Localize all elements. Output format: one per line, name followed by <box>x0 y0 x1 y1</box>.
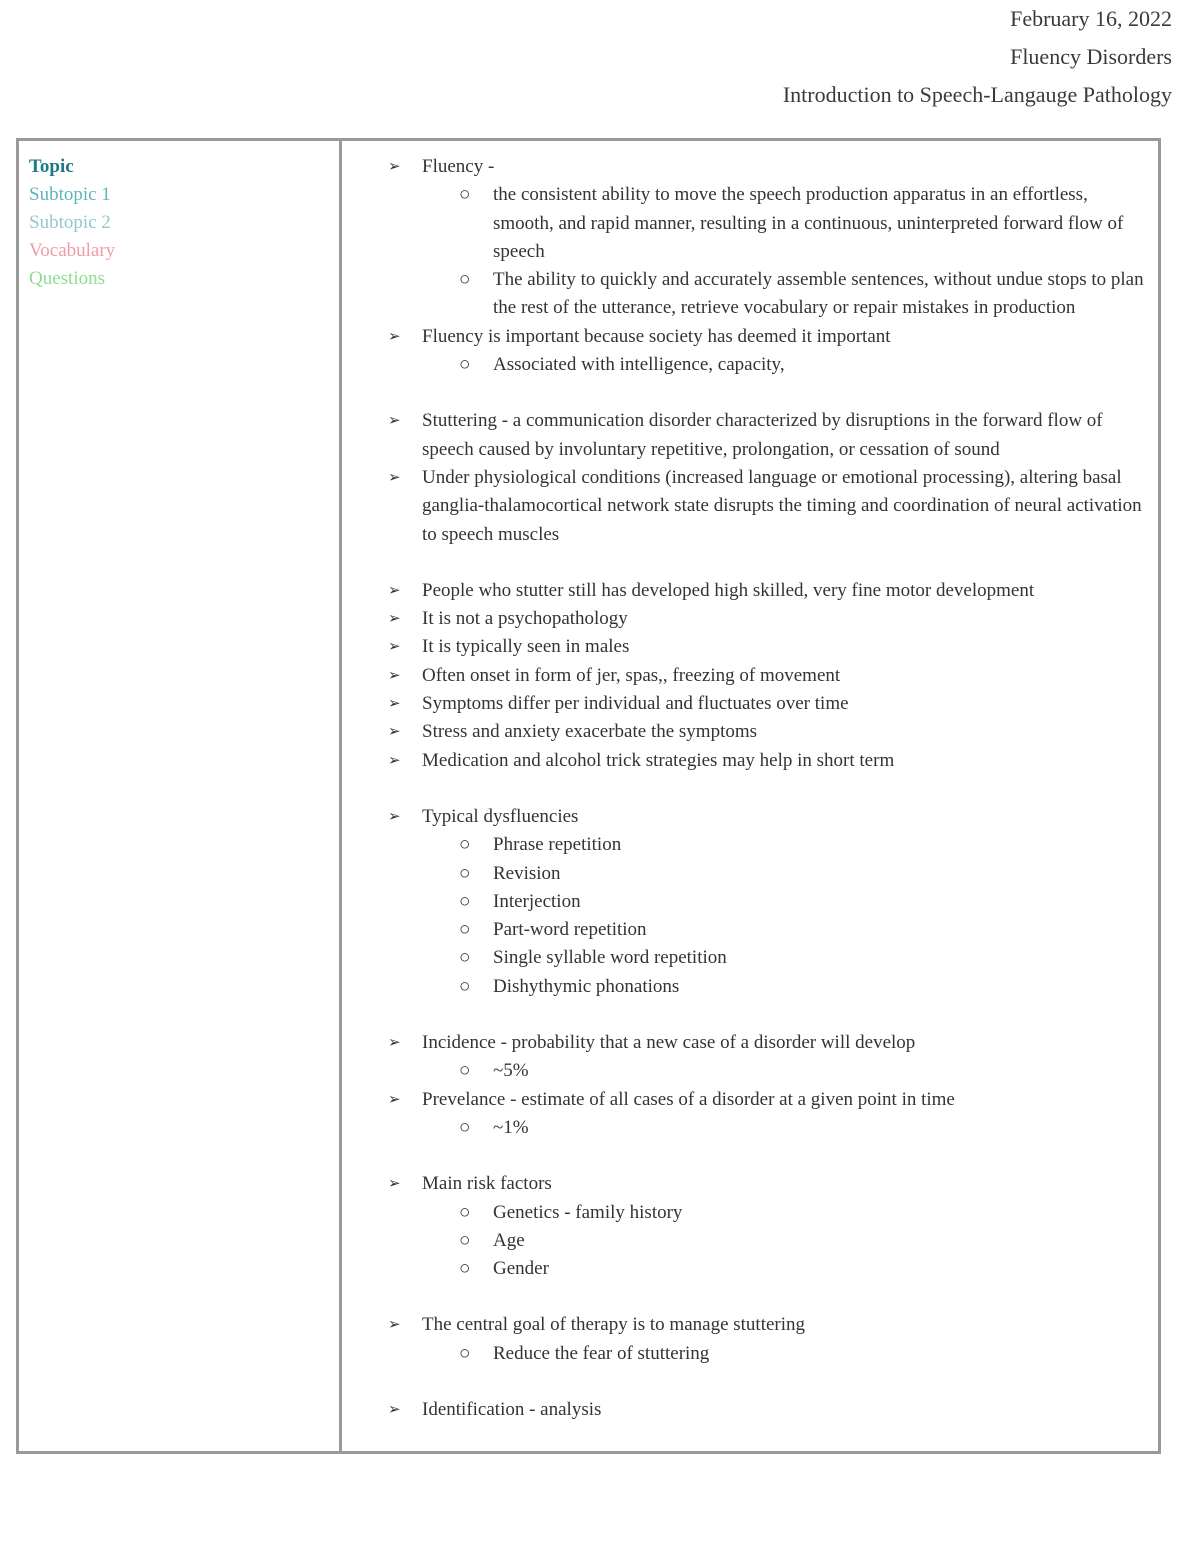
sub-bullet-item <box>342 1255 1144 1283</box>
bullet-item <box>342 803 1144 831</box>
bullet-item <box>342 407 1144 464</box>
note-text: Fluency - <box>422 156 495 177</box>
arrow-bullet-icon: ➢ <box>388 611 401 628</box>
sub-bullet-item <box>342 266 1144 323</box>
bullet-item <box>342 1311 1144 1339</box>
cornell-notes-table <box>16 138 1161 1454</box>
bullet-item <box>342 718 1144 746</box>
note-text: Age <box>493 1229 525 1251</box>
arrow-bullet-icon: ➢ <box>388 667 401 684</box>
arrow-bullet-icon: ➢ <box>388 639 401 656</box>
bullet-item <box>342 1170 1144 1198</box>
arrow-bullet-icon: ➢ <box>388 1317 401 1334</box>
circle-bullet-icon: ○ <box>459 1201 471 1223</box>
note-text: Reduce the fear of stuttering <box>493 1342 710 1364</box>
circle-bullet-icon: ○ <box>459 1060 471 1082</box>
spacer <box>342 1001 1144 1029</box>
note-text: Interjection <box>493 890 581 912</box>
arrow-bullet-icon: ➢ <box>388 1035 401 1052</box>
sub-bullet-item <box>342 181 1144 266</box>
note-text: Stuttering - a communication disorder characterized by disruptions in the forward flow of speech caused by involuntary repetitive, prolongation, or cessation of sound <box>422 410 1103 460</box>
circle-bullet-icon: ○ <box>459 862 471 884</box>
note-text: Fluency is important because society has deemed it important <box>422 325 891 347</box>
arrow-bullet-icon: ➢ <box>388 159 401 175</box>
sub-bullet-item <box>342 1114 1144 1142</box>
page-header <box>783 0 1172 114</box>
arrow-bullet-icon: ➢ <box>388 328 401 345</box>
arrow-bullet-icon: ➢ <box>388 582 401 599</box>
bullet-item <box>342 1086 1144 1114</box>
arrow-bullet-icon: ➢ <box>388 413 401 430</box>
circle-bullet-icon: ○ <box>459 1342 471 1364</box>
arrow-bullet-icon: ➢ <box>388 1091 401 1108</box>
sub-bullet-item <box>342 831 1144 859</box>
note-text: Dishythymic phonations <box>493 975 680 997</box>
note-text: Under physiological conditions (increased language or emotional processing), altering basal ganglia-thalamocortical network state disrupts the timing and coordination of neural activation to speech muscles <box>422 466 1142 545</box>
sub-bullet-item <box>342 351 1144 379</box>
arrow-bullet-icon: ➢ <box>388 808 401 825</box>
note-text: Part-word repetition <box>493 919 647 941</box>
spacer <box>342 549 1144 577</box>
circle-bullet-icon: ○ <box>459 184 471 206</box>
bullet-item <box>342 577 1144 605</box>
bullet-item <box>342 605 1144 633</box>
bullet-item <box>342 1396 1144 1424</box>
legend-questions: Questions <box>29 268 105 289</box>
note-text: Typical dysfluencies <box>422 805 579 827</box>
note-text: Identification - analysis <box>422 1398 602 1420</box>
note-text: Prevelance - estimate of all cases of a disorder at a given point in time <box>422 1088 955 1110</box>
note-text: Main risk factors <box>422 1173 552 1195</box>
bullet-item <box>342 153 1144 181</box>
sub-bullet-item <box>342 1057 1144 1085</box>
sub-bullet-item <box>342 860 1144 888</box>
circle-bullet-icon: ○ <box>459 1229 471 1251</box>
note-text: Medication and alcohol trick strategies may help in short term <box>422 749 895 771</box>
arrow-bullet-icon: ➢ <box>388 696 401 713</box>
sub-bullet-item <box>342 916 1144 944</box>
legend-column <box>19 141 342 1451</box>
note-text: Symptoms differ per individual and fluctuates over time <box>422 693 849 715</box>
legend-subtopic-1: Subtopic 1 <box>29 184 111 205</box>
spacer <box>342 775 1144 803</box>
note-text: Often onset in form of jer, spas,, freezing of movement <box>422 664 841 686</box>
note-text: The central goal of therapy is to manage stuttering <box>422 1314 806 1336</box>
note-text: The ability to quickly and accurately assemble sentences, without undue stops to plan the rest of the utterance, retrieve vocabulary or repair mistakes in production <box>493 269 1144 319</box>
header-date: February 16, 2022 <box>1010 6 1172 31</box>
sub-bullet-item <box>342 973 1144 1001</box>
note-text: Single syllable word repetition <box>493 947 727 969</box>
bullet-item <box>342 464 1144 549</box>
sub-bullet-item <box>342 1227 1144 1255</box>
note-text: Phrase repetition <box>493 834 622 856</box>
note-text: Associated with intelligence, capacity, <box>493 354 785 376</box>
spacer <box>342 1142 1144 1170</box>
circle-bullet-icon: ○ <box>459 1116 471 1138</box>
note-text: Genetics - family history <box>493 1201 683 1223</box>
note-text: ~5% <box>493 1060 529 1082</box>
arrow-bullet-icon: ➢ <box>388 469 401 486</box>
circle-bullet-icon: ○ <box>459 919 471 941</box>
bullet-item <box>342 323 1144 351</box>
bullet-item <box>342 633 1144 661</box>
circle-bullet-icon: ○ <box>459 975 471 997</box>
note-text: Revision <box>493 862 561 884</box>
sub-bullet-item <box>342 1199 1144 1227</box>
bullet-item <box>342 1029 1144 1057</box>
notes-column <box>342 141 1158 1451</box>
sub-bullet-item <box>342 1340 1144 1368</box>
sub-bullet-item <box>342 944 1144 972</box>
bullet-item <box>342 662 1144 690</box>
bullet-item <box>342 690 1144 718</box>
note-text: the consistent ability to move the speech production apparatus in an effortless, smooth, and rapid manner, resulting in a continuous, uninterpreted forward flow of speech <box>493 184 1124 262</box>
note-text: Stress and anxiety exacerbate the symptoms <box>422 721 758 743</box>
circle-bullet-icon: ○ <box>459 947 471 969</box>
legend-topic: Topic <box>29 156 74 177</box>
note-text: It is not a psychopathology <box>422 608 628 630</box>
legend-vocabulary: Vocabulary <box>29 240 116 261</box>
circle-bullet-icon: ○ <box>459 890 471 912</box>
arrow-bullet-icon: ➢ <box>388 1401 401 1418</box>
circle-bullet-icon: ○ <box>459 354 471 376</box>
arrow-bullet-icon: ➢ <box>388 752 401 769</box>
spacer <box>342 379 1144 407</box>
header-title: Fluency Disorders <box>1010 44 1172 69</box>
bullet-item <box>342 747 1144 775</box>
spacer <box>342 1283 1144 1311</box>
arrow-bullet-icon: ➢ <box>388 1176 401 1193</box>
note-text: Gender <box>493 1258 549 1280</box>
header-course: Introduction to Speech-Langauge Pathology <box>782 82 1172 107</box>
circle-bullet-icon: ○ <box>459 269 471 291</box>
note-text: It is typically seen in males <box>422 636 630 658</box>
note-text: ~1% <box>493 1116 529 1138</box>
legend-subtopic-2: Subtopic 2 <box>29 212 111 233</box>
arrow-bullet-icon: ➢ <box>388 724 401 741</box>
spacer <box>342 1368 1144 1396</box>
sub-bullet-item <box>342 888 1144 916</box>
note-text: People who stutter still has developed high skilled, very fine motor development <box>422 579 1035 601</box>
circle-bullet-icon: ○ <box>459 834 471 856</box>
note-text: Incidence - probability that a new case of a disorder will develop <box>422 1032 916 1054</box>
circle-bullet-icon: ○ <box>459 1258 471 1280</box>
